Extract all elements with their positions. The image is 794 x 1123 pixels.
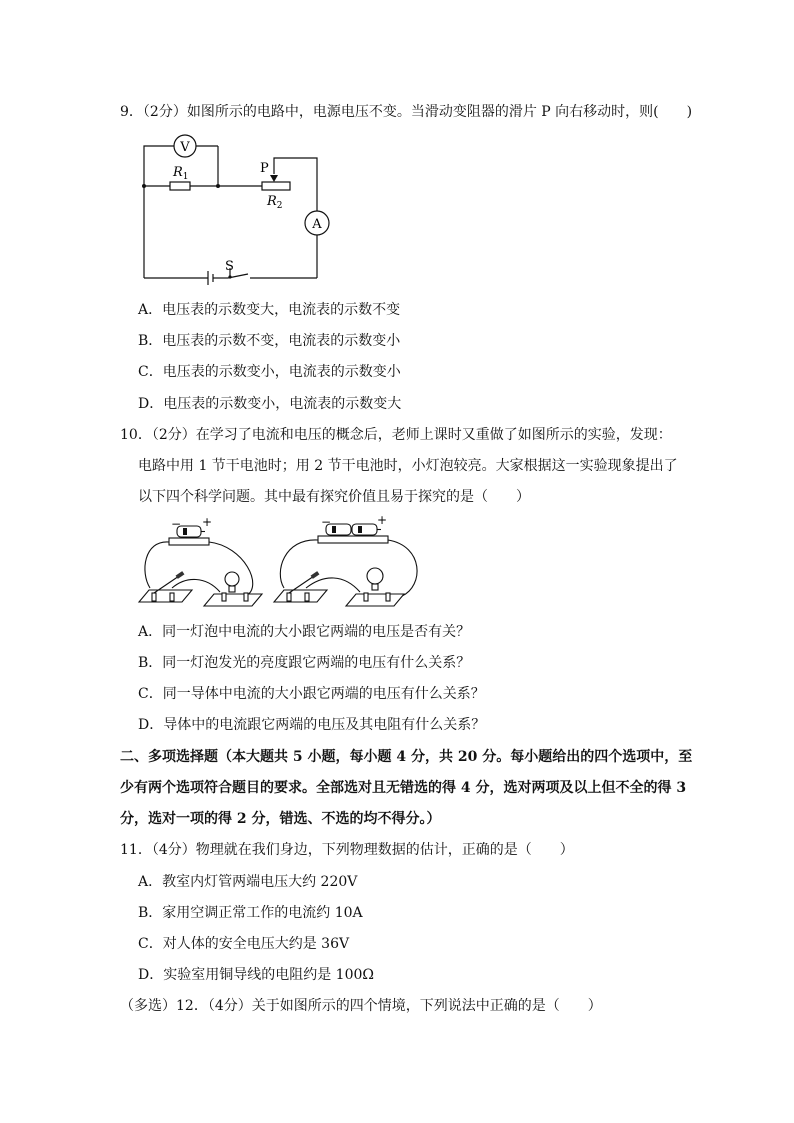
q9-option-b[interactable]: B．电压表的示数不变，电流表的示数变小 xyxy=(138,333,401,349)
q10-option-d[interactable]: D．导体中的电流跟它两端的电压及其电阻有什么关系？ xyxy=(138,717,486,733)
q9-circuit-diagram xyxy=(138,128,338,288)
q10-stem-line-1: 10．（2分）在学习了电流和电压的概念后，老师上课时又重做了如图所示的实验，发现： xyxy=(120,427,672,443)
q10-option-b[interactable]: B．同一灯泡发光的亮度跟它两端的电压有什么关系？ xyxy=(138,655,471,671)
q11-option-a[interactable]: A．教室内灯管两端电压大约 220V xyxy=(138,874,358,890)
voltmeter-label: V xyxy=(180,140,190,155)
left-battery-plus: + xyxy=(202,515,213,529)
q10-experiment-figure xyxy=(134,513,414,612)
q9-option-a[interactable]: A．电压表的示数变大，电流表的示数不变 xyxy=(138,302,401,318)
q12-stem: （多选）12．（4分）关于如图所示的四个情境，下列说法中正确的是（ ） xyxy=(120,998,602,1014)
q10-option-c[interactable]: C．同一导体中电流的大小跟它两端的电压有什么关系？ xyxy=(138,686,485,702)
right-battery-plus: + xyxy=(377,513,388,527)
section2-heading-line-1: 二、多项选择题（本大题共 5 小题，每小题 4 分，共 20 分。每小题给出的四个选项中，至 xyxy=(120,749,693,765)
section2-heading-line-3: 分，选对一项的得 2 分，错选、不选的均不得分。） xyxy=(120,811,441,827)
q11-option-b[interactable]: B．家用空调正常工作的电流约 10A xyxy=(138,905,363,921)
right-battery-minus: − xyxy=(321,515,332,529)
section2-heading-line-2: 少有两个选项符合题目的要求。全部选对且无错选的得 4 分，选对两项及以上但不全的得 3 xyxy=(120,780,687,796)
q10-option-a[interactable]: A．同一灯泡中电流的大小跟它两端的电压是否有关？ xyxy=(138,624,471,640)
resistor-r1 xyxy=(170,182,190,190)
slider-p-label: P xyxy=(260,161,269,176)
r1-label: $R_1$ xyxy=(173,165,189,182)
q9-option-c[interactable]: C．电压表的示数变小，电流表的示数变小 xyxy=(138,364,401,380)
r2-label: $R_2$ xyxy=(267,194,283,211)
switch-s-label: S xyxy=(225,259,234,274)
q10-stem-line-2: 电路中用 1 节干电池时；用 2 节干电池时，小灯泡较亮。大家根据这一实验现象提出了 xyxy=(138,458,678,474)
q9-stem: 9．（2分）如图所示的电路中，电源电压不变。当滑动变阻器的滑片 P 向右移动时，则( ) xyxy=(120,104,693,120)
q11-stem: 11．（4分）物理就在我们身边，下列物理数据的估计，正确的是（ ） xyxy=(120,842,574,858)
rheostat-r2 xyxy=(262,182,290,190)
q9-option-d[interactable]: D．电压表的示数变小，电流表的示数变大 xyxy=(138,396,402,412)
q11-option-c[interactable]: C．对人体的安全电压大约是 36V xyxy=(138,936,350,952)
left-battery-minus: − xyxy=(171,517,182,531)
ammeter-label: A xyxy=(312,217,322,232)
q10-stem-line-3: 以下四个科学问题。其中最有探究价值且易于探究的是（ ） xyxy=(138,489,530,505)
q11-option-d[interactable]: D．实验室用铜导线的电阻约是 100Ω xyxy=(138,967,375,983)
